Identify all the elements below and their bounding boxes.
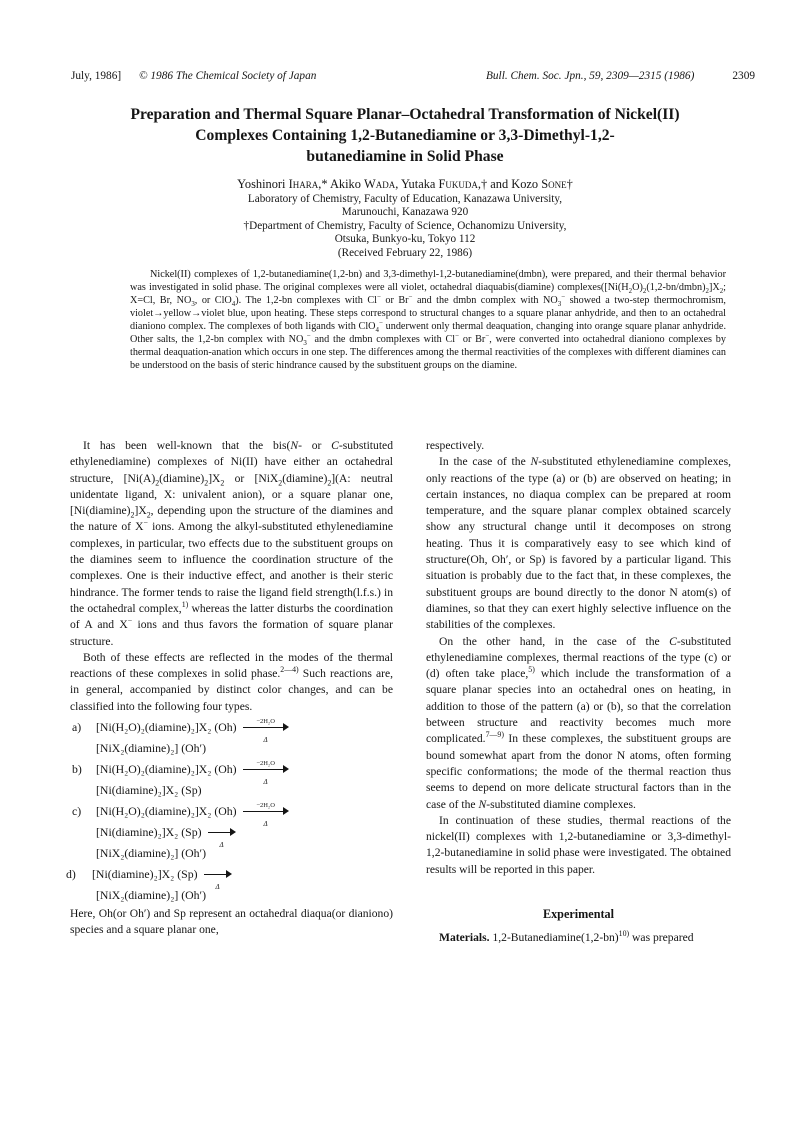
abstract-text: underwent only thermal deaquation, changing into orange square planar anhydride. Other salts, the 1,2-bn complex with NO (130, 321, 726, 346)
affiliation-line: Otsuka, Bunkyo-ku, Tokyo 112 (334, 233, 476, 246)
heat-symbol: Δ (215, 883, 220, 892)
text-run: , depending upon the structure of the diamines and the nature of X (70, 504, 393, 534)
abstract-text: and the dmbn complex with NO (412, 295, 558, 307)
abstract: Nickel(II) complexes of 1,2-butanediamine(1,2-bn) and 3,3-dimethyl-1,2-butanediamine(dmbn), were prepared, and their thermal behavior was investigated in solid phase. The original complexes were all violet, octahedral diaquabis(diamine) $complexes([Ni(H_2O)_2(1,2-bn/dmbn)_2]X_2$; X=Cl, Br, $NO_3$, or ClO$_4$). The 1,2-bn complexes with Cl− or Br− and the dmbn complex with $NO_3^-$ showed a two-step thermochromism, violet→yellow→violet blue, upon heating. These steps correspond to structural changes to a square planar anhydride, and then to an octahedral dianiono complex. The complexes of both ligands with ClO$_4$− underwent only thermal deaquation, changing into orange square planar anhydride. Other salts, the 1,2-bn complex with $NO_3^-$ and the dmbn complexes with Cl− or Br−, were converted into octahedral dianiono complexes by thermal deaquation-anation which occurs in one step. The differences among the thermal reactivities of the complexes with different diamines can be understood on the basis of steric hindrance caused by the substituent groups on the diamine. (130, 269, 726, 372)
text-run: ]X (134, 504, 147, 518)
paper-title (60, 104, 750, 167)
text-run: ](A: neutral unidentate ligand, X: univalent anion), or a square planar one, [Ni(diamine) (70, 471, 393, 518)
body-paragraph: Here, Oh(or Oh′) and Sp represent an octahedral diaqua(or dianiono) species and a square planar one, (70, 907, 393, 937)
text-run: whereas the latter disturbs the coordination of A and X (70, 601, 393, 632)
arrow-label: −2H₂O (256, 760, 275, 768)
reference-mark: 5) (528, 665, 535, 675)
reactant: [Ni(H₂O)₂(diamine)₂]X₂ (Oh) (96, 804, 237, 819)
reactant: [Ni(H₂O)₂(diamine)₂]X₂ (Oh) (96, 762, 237, 777)
reactant: [Ni(H₂O)₂(diamine)₂]X₂ (Oh) (96, 720, 237, 735)
text-run: -substituted ethylenediamine complexes, only reactions of the type (a) or (b) are observed on heating; in certain instances, no diaqua complex can be prepared at room temperature, and the square planar complex obtained scarcely show any structural change until it decomposes on strong heating. Thus it is comparatively easy to see which kind of structure(Oh, Oh′, or Sp) is favored by a particular ligand. This situation is probably due to the fact that, in these complexes, the substituent groups are bound directly to the donor N atom(s) of diamines, so that they can exert highly selective influence on the stabilities of the complexes. (426, 455, 731, 632)
author-mark: ,* (318, 177, 330, 191)
author-separator: , (395, 177, 401, 191)
text-run: Such reactions are, in general, accompanied by distinct color changes, and can be classified into the following four types. (70, 667, 393, 713)
text-run: ions. Among the alkyl-substituted ethylenediamine complexes, in particular, two effects due to the substituent groups on the diamines seem to influence the coordination structure of the complexes. One is their inductive effect, and another is their steric hindrance. The former tends to raise the ligand field strength(l.f.s.) in the octahedral complex, (70, 520, 393, 615)
text-run: ]X (208, 471, 221, 485)
reaction-equation (92, 866, 232, 892)
reaction-arrow (204, 869, 232, 892)
abstract-text: (1,2-bn/dmbn) (646, 282, 706, 294)
reaction-equation (96, 760, 289, 787)
reaction-arrow (208, 827, 236, 850)
text-run: or [NiX (224, 471, 279, 485)
reaction-a-product (70, 738, 393, 759)
arrow-label: −2H₂O (256, 802, 275, 810)
journal-citation: Bull. Chem. Soc. Jpn., 59, 2309—2315 (1986) (486, 70, 695, 82)
italic-text: N (290, 439, 299, 452)
abstract-text: Nickel(II) complexes of 1,2-butanediamine(1,2-bn) and 3,3-dimethyl-1,2-butanediamine(dmbn), were prepared, and their thermal behavior was investigated in solid phase. The original complexes were all violet, octahedral diaquabis(diamine) complexes([Ni(H (130, 269, 726, 294)
abstract-text: and the dmbn complexes with Cl (310, 334, 456, 346)
reaction-b (70, 759, 393, 787)
subsection-label: Materials. (439, 931, 490, 945)
reaction-equation (96, 824, 236, 850)
body-paragraph (426, 634, 731, 813)
text-run: was prepared (629, 931, 694, 945)
reaction-d (66, 864, 393, 892)
abstract-text: ; X=Cl, Br, NO (130, 282, 726, 307)
text-run: -substituted ethylenediamine) complexes of Ni(II) have either an octahedral structure, [Ni(A) (70, 439, 393, 485)
heat-symbol: Δ (263, 736, 268, 745)
text-run: ions and thus favors the formation of square planar structure. (70, 618, 393, 648)
reaction-d-product (70, 885, 393, 906)
author-first-name: Yoshinori (237, 177, 289, 191)
reaction-label: d) (66, 867, 76, 882)
reference-mark: 10) (618, 929, 630, 939)
abstract-text: showed a two-step thermochromism, violet→yellow→violet blue, upon heating. These steps correspond to structural changes to a square planar anhydride, and then to an octahedral dianiono complex. The complexes of both ligands with ClO (130, 295, 726, 333)
text-run: It has been well-known that the bis( (83, 439, 291, 452)
reaction-a (70, 717, 393, 745)
reaction-label: c) (72, 804, 82, 819)
title-line-3: butanediamine in Solid Phase (306, 148, 504, 165)
section-heading-experimental: Experimental (542, 907, 615, 922)
received-date: (Received February 22, 1986) (337, 246, 473, 259)
author-surname: Wada (364, 177, 396, 191)
author-mark: † (566, 177, 573, 191)
affiliation-line: Laboratory of Chemistry, Faculty of Education, Kanazawa University, (247, 193, 563, 205)
body-paragraph: In continuation of these studies, thermal reactions of the nickel(II) complexes with 1,2-butanediamine or 3,3-dimethyl-1,2-butanediamine in solid phase were investigated. The obtained results will be reported in this paper. (426, 813, 731, 876)
text-run: In the case of the (439, 455, 531, 469)
body-paragraph (426, 454, 731, 633)
reactant: [Ni(diamine)₂]X₂ (Sp) (92, 867, 198, 882)
author-surname: Fukuda (438, 177, 478, 191)
italic-text: N (478, 797, 487, 811)
product: [NiX₂(diamine)₂] (Oh′) (96, 741, 207, 756)
reference-mark: 1) (181, 600, 189, 610)
title-line-2: Complexes Containing 1,2-Butanediamine or 3,3-Dimethyl-1,2- (195, 127, 615, 144)
reaction-arrow (243, 760, 289, 787)
heat-symbol: Δ (263, 820, 268, 829)
reaction-b-product (70, 780, 393, 801)
author-first-name: Kozo (511, 177, 542, 191)
running-header (71, 70, 755, 86)
abstract-text: , or ClO (194, 295, 232, 307)
text-run: (diamine) (159, 471, 205, 485)
right-column (426, 438, 731, 947)
abstract-text: O) (632, 282, 643, 294)
text-run: (diamine) (282, 471, 328, 485)
reaction-equation (96, 718, 289, 745)
reaction-c-intermediate (70, 822, 393, 850)
abstract-text: , were converted into octahedral dianiono complexes by thermal deaquation-anation which occurs in one step. The differences among the thermal reactivities of the complexes with different diamines can be understood on the basis of steric hindrance caused by the substituent groups on the diamine. (130, 334, 726, 372)
affiliations (60, 193, 750, 260)
author-list (60, 176, 750, 192)
intro-paragraph: It has been well-known that the bis(N- or C-substituted ethylenediamine) complexes of Ni(II) have either an octahedral structure, $[Ni(A)_2(diamine)_2]X_2$ or $[NiX_2(diamine)_2](A$: neutral unidentate ligand, X: univalent anion), or a square planar one, $[Ni(diamine)_2]X_2$, depending upon the structure of the diamines and the nature of X− ions. Among the alkyl-substituted ethylenediamine complexes, in particular, two effects due to the substituent groups on the diamines seem to influence the coordination structure of the complexes. One is their inductive effect, and another is their steric hindrance. The former tends to raise the ligand field strength(l.f.s.) in the octahedral complex,$^{1)}$ whereas the latter disturbs the coordination of A and X− ions and thus favors the formation of square planar structure. (70, 439, 393, 648)
issue-date: July, 1986] (71, 70, 122, 82)
reaction-equation (96, 802, 289, 829)
reaction-arrow (243, 802, 289, 829)
reaction-label: a) (72, 720, 82, 735)
page-number: 2309 (732, 70, 755, 82)
heat-symbol: Δ (219, 841, 224, 850)
italic-text: C (669, 634, 677, 648)
text-run: which include the transformation of a square planar species into an octahedral ones on heating, in addition to those of the pattern (a) or (b), so that the correlation between structure and reactivity becomes much more complicated. (426, 667, 732, 746)
reference-mark: 2—4) (280, 665, 299, 675)
italic-text: C (331, 439, 339, 452)
arrow-label: −2H₂O (256, 718, 275, 726)
reaction-c-product (70, 843, 393, 864)
body-paragraph-continued: respectively. (426, 439, 485, 452)
abstract-text: ]X (708, 282, 720, 294)
text-run: -substituted ethylenediamine complexes, thermal reactions of the type (c) or (d) often take place, (426, 634, 731, 681)
affiliation-line: Marunouchi, Kanazawa 920 (341, 206, 469, 219)
text-run: In these complexes, the substituent groups are bound somewhat apart from the donor N atoms, often forming specific conformations; the mode of the thermal reaction thus seems to depend on more delicate structural factors than in the case of the (426, 732, 731, 811)
text-run: -substituted diamine complexes. (486, 797, 636, 811)
abstract-text: or Br (380, 295, 409, 307)
left-column (66, 438, 393, 939)
text-run: Both of these effects are reflected in the modes of the thermal reactions of these complexes in solid phase. (70, 650, 393, 681)
author-surname: Ihara (288, 177, 319, 191)
affiliation-line: †Department of Chemistry, Faculty of Science, Ochanomizu University, (243, 219, 567, 232)
text-run: 1,2-Butanediamine(1,2-bn) (489, 931, 619, 945)
reference-mark: 7—9) (485, 730, 504, 740)
title-line-1: Preparation and Thermal Square Planar–Octahedral Transformation of Nickel(II) (130, 106, 680, 123)
abstract-text: ). The 1,2-bn complexes with Cl (235, 295, 377, 307)
text-run: - or (298, 439, 332, 452)
product: [NiX₂(diamine)₂] (Oh′) (96, 846, 207, 861)
italic-text: N (530, 455, 539, 469)
author-mark: ,† and (477, 177, 512, 191)
product: [Ni(diamine)₂]X₂ (Sp) (96, 783, 202, 798)
author-first-name: Akiko (329, 177, 365, 191)
product: [NiX₂(diamine)₂] (Oh′) (96, 888, 207, 903)
intro-paragraph (70, 650, 393, 715)
reaction-label: b) (72, 762, 82, 777)
author-first-name: Yutaka (400, 177, 439, 191)
text-run: On the other hand, in the case of the (439, 634, 670, 648)
copyright-notice: © 1986 The Chemical Society of Japan (139, 70, 317, 82)
materials-paragraph (426, 930, 731, 946)
abstract-text: or Br (459, 334, 486, 346)
reaction-arrow (243, 718, 289, 745)
author-surname: Sone (541, 177, 567, 191)
intermediate: [Ni(diamine)₂]X₂ (Sp) (96, 825, 202, 840)
reaction-c (70, 801, 393, 829)
reaction-scheme (66, 717, 393, 906)
heat-symbol: Δ (263, 778, 268, 787)
